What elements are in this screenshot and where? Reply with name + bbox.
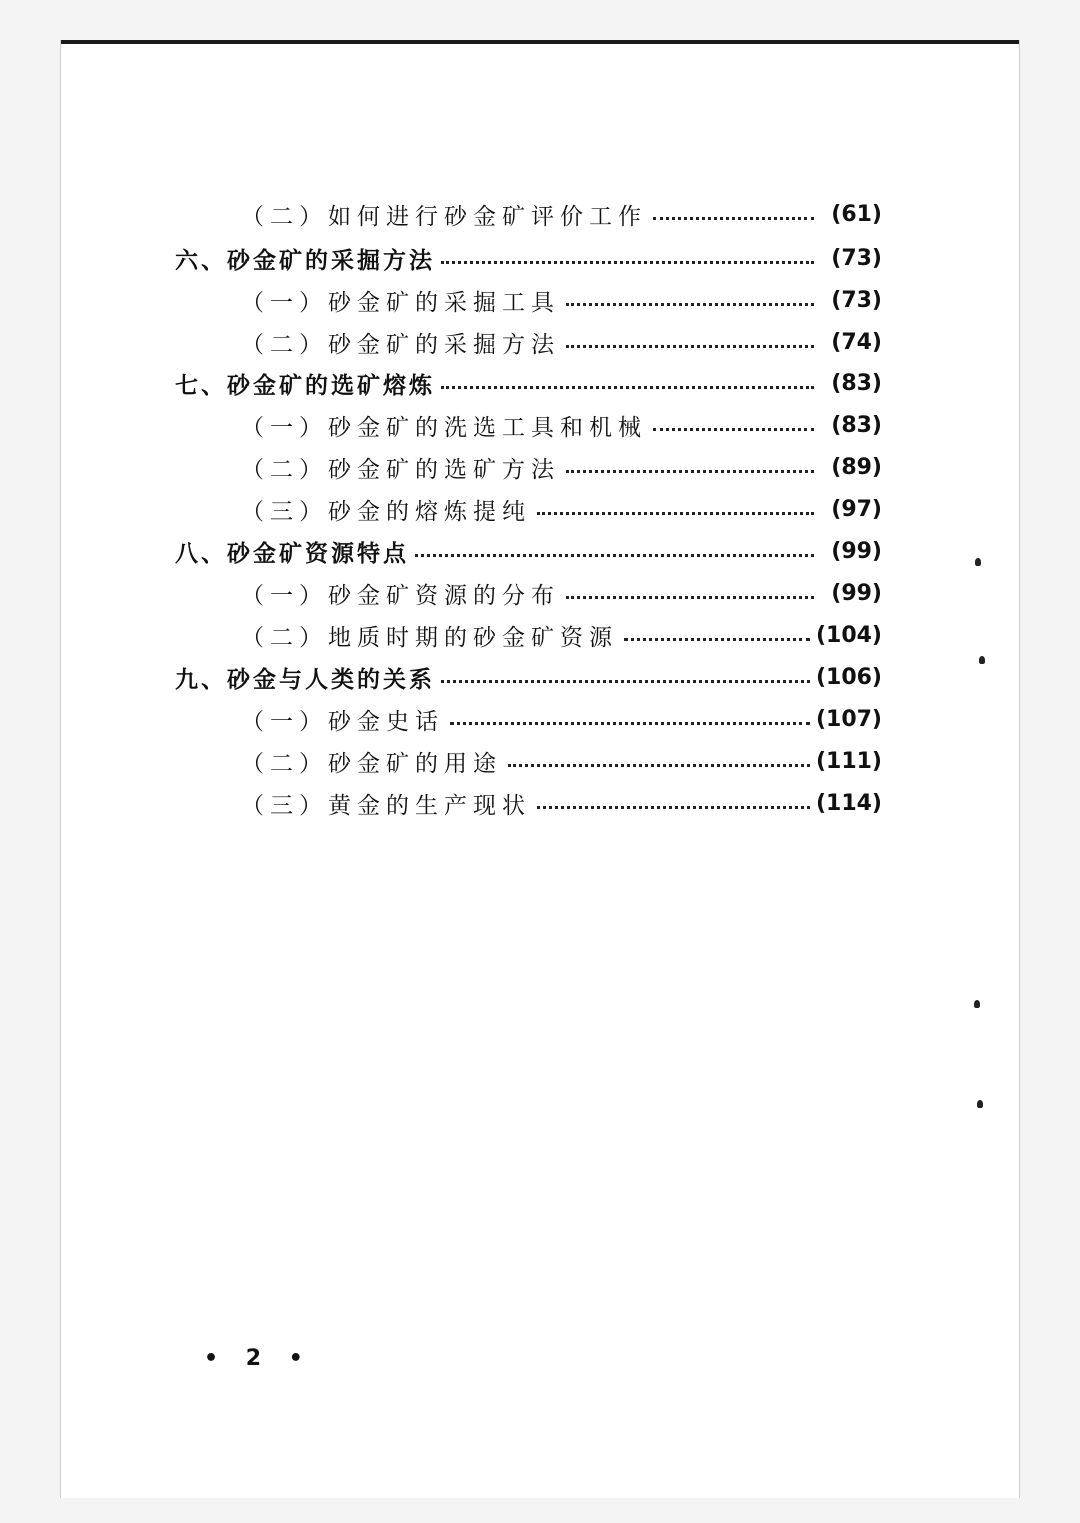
- toc-entry-page: (99): [831, 580, 882, 606]
- toc-entry: [241, 746, 882, 776]
- toc-entry-page: (83): [831, 412, 882, 438]
- toc-entry-title: （二）地质时期的砂金矿资源: [241, 624, 618, 651]
- toc-entry: [241, 285, 882, 315]
- toc-entry-page: (99): [831, 538, 882, 564]
- toc-leader-dots: [441, 680, 810, 683]
- toc-entry: [175, 368, 882, 398]
- toc-entry: [241, 578, 882, 608]
- scan-speck: [974, 1000, 980, 1008]
- toc-entry-title: （三）黄金的生产现状: [241, 792, 531, 819]
- toc-leader-dots: [508, 764, 810, 767]
- document-page: [60, 40, 1020, 1498]
- toc-entry-title: （三）砂金的熔炼提纯: [241, 498, 531, 525]
- toc-entry: [175, 662, 882, 692]
- toc-entry-page: (61): [831, 201, 882, 227]
- toc-entry-page: (104): [815, 622, 882, 648]
- toc-entry: [241, 327, 882, 357]
- toc-entry-page: (73): [831, 245, 882, 271]
- scan-speck: [975, 558, 981, 566]
- toc-entry-title: （一）砂金矿的洗选工具和机械: [241, 414, 647, 441]
- toc-entry-title: （一）砂金史话: [241, 708, 444, 735]
- toc-entry: [241, 452, 882, 482]
- toc-entry: [175, 536, 882, 566]
- toc-leader-dots: [566, 345, 814, 348]
- toc-leader-dots: [441, 261, 814, 264]
- toc-entry-title: （一）砂金矿的采掘工具: [241, 289, 560, 316]
- scan-speck: [977, 1100, 983, 1108]
- toc-leader-dots: [415, 554, 814, 557]
- page-number: • 2 •: [204, 1346, 313, 1371]
- toc-entry: [175, 243, 882, 273]
- toc-leader-dots: [653, 428, 814, 431]
- toc-leader-dots: [441, 386, 814, 389]
- toc-entry-page: (97): [831, 496, 882, 522]
- toc-entry-title: 六、砂金矿的采掘方法: [175, 246, 435, 274]
- toc-leader-dots: [537, 806, 810, 809]
- toc-leader-dots: [537, 512, 814, 515]
- toc-leader-dots: [566, 596, 814, 599]
- toc-entry: [241, 199, 882, 229]
- toc-entry-title: （二）砂金矿的用途: [241, 750, 502, 777]
- toc-entry-title: （二）如何进行砂金矿评价工作: [241, 203, 647, 230]
- toc-entry-page: (106): [815, 664, 882, 690]
- toc-entry-page: (114): [815, 790, 882, 816]
- toc-entry-page: (73): [831, 287, 882, 313]
- toc-leader-dots: [653, 217, 814, 220]
- toc-entry-page: (89): [831, 454, 882, 480]
- toc-entry: [241, 788, 882, 818]
- toc-entry-title: （一）砂金矿资源的分布: [241, 582, 560, 609]
- toc-leader-dots: [566, 470, 814, 473]
- toc-leader-dots: [624, 638, 810, 641]
- toc-entry: [241, 410, 882, 440]
- toc-entry-title: 七、砂金矿的选矿熔炼: [175, 371, 435, 399]
- toc-entry-title: （二）砂金矿的选矿方法: [241, 456, 560, 483]
- toc-entry: [241, 494, 882, 524]
- toc-entry-title: 八、砂金矿资源特点: [175, 539, 409, 567]
- toc-entry-title: （二）砂金矿的采掘方法: [241, 331, 560, 358]
- scan-speck: [979, 656, 985, 664]
- toc-entry-page: (111): [815, 748, 882, 774]
- toc-entry-page: (107): [815, 706, 882, 732]
- toc-entry: [241, 704, 882, 734]
- toc-entry: [241, 620, 882, 650]
- toc-leader-dots: [450, 722, 810, 725]
- toc-entry-page: (83): [831, 370, 882, 396]
- table-of-contents: [61, 40, 1019, 1498]
- toc-entry-page: (74): [831, 329, 882, 355]
- toc-entry-title: 九、砂金与人类的关系: [175, 665, 435, 693]
- toc-leader-dots: [566, 303, 814, 306]
